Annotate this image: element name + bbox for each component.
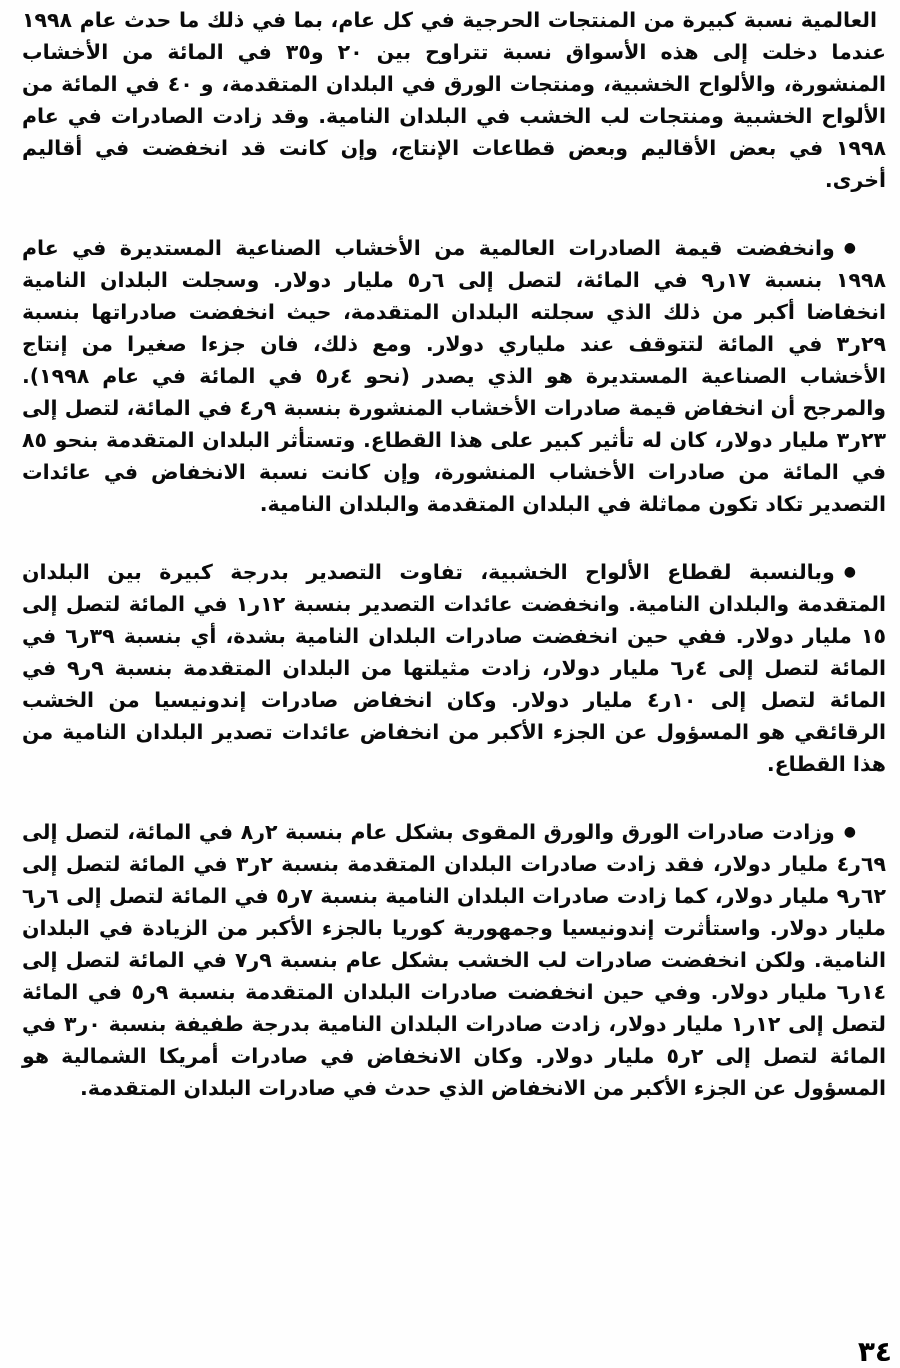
paragraph <box>22 556 886 780</box>
paragraph-text: وانخفضت قيمة الصادرات العالمية من الأخشاب الصناعية المستديرة في عام ١٩٩٨ بنسبة ١٧ر٩ في المائة، لتصل إلى ٦ر٥ مليار دولار. وسجلت البلدان النامية انخفاضا أكبر من ذلك الذي سجلته البلدان المتقدمة، حيث انخفضت صادراتها بنسبة ٢٩ر٣ في المائة لتتوقف عند ملياري دولار. ومع ذلك، فان جزءا صغيرا من إنتاج الأخشاب الصناعية المستديرة هو الذي يصدر (نحو ٤ر٥ في المائة في عام ١٩٩٨). والمرجح أن انخفاض قيمة صادرات الأخشاب المنشورة بنسبة ٩ر٤ في المائة، لتصل إلى ٢٣ر٣ مليار دولار، كان له تأثير كبير على هذا القطاع. وتستأثر البلدان المتقدمة بنحو ٨٥ في المائة من صادرات الأخشاب المنشورة، وإن كانت نسبة الانخفاض في عائدات التصدير تكاد تكون مماثلة في البلدان المتقدمة والبلدان النامية. <box>22 236 886 516</box>
page-number: ٣٤ <box>857 1335 892 1368</box>
bullet-marker: ● <box>843 824 856 840</box>
paragraph <box>22 232 886 520</box>
paragraph <box>22 4 886 196</box>
paragraph <box>22 816 886 1104</box>
paragraph-text: وزادت صادرات الورق والورق المقوى بشكل عام بنسبة ٢ر٨ في المائة، لتصل إلى ٦٩ر٤ مليار دولار، فقد زادت صادرات البلدان المتقدمة بنسبة ٢ر٣ في المائة لتصل إلى ٦٢ر٩ مليار دولار، كما زادت صادرات البلدان النامية بنسبة ٧ر٥ في المائة لتصل إلى ٦ر٦ مليار دولار. واستأثرت إندونيسيا وجمهورية كوريا بالجزء الأكبر من الزيادة في البلدان النامية. ولكن انخفضت صادرات لب الخشب بشكل عام بنسبة ٩ر٧ في المائة لتصل إلى ١٤ر٦ مليار دولار. وفي حين انخفضت صادرات البلدان المتقدمة بنسبة ٩ر٥ في المائة لتصل إلى ١٢ر١ مليار دولار، زادت صادرات البلدان النامية بدرجة طفيفة بنسبة ٠ر٣ في المائة لتصل إلى ٢ر٥ مليار دولار. وكان الانخفاض في صادرات أمريكا الشمالية هو المسؤول عن الجزء الأكبر من الانخفاض الذي حدث في صادرات البلدان المتقدمة. <box>22 820 887 1100</box>
paragraph-text: وبالنسبة لقطاع الألواح الخشبية، تفاوت التصدير بدرجة كبيرة بين البلدان المتقدمة والبلدان النامية. وانخفضت عائدات التصدير بنسبة ١٢ر١ في المائة لتصل إلى ١٥ مليار دولار. ففي حين انخفضت صادرات البلدان النامية بشدة، أي بنسبة ٣٩ر٦ في المائة لتصل إلى ٤ر٦ مليار دولار، زادت مثيلتها من البلدان المتقدمة بنسبة ٩ر٩ في المائة لتصل إلى ١٠ر٤ مليار دولار. وكان انخفاض صادرات إندونيسيا من الخشب الرقائقي هو المسؤول عن الجزء الأكبر من انخفاض عائدات تصدير البلدان النامية من هذا القطاع. <box>22 560 887 776</box>
bullet-marker: ● <box>843 240 856 256</box>
bullet-marker: ● <box>843 564 856 580</box>
page-text-column <box>22 4 886 1140</box>
paragraph-text: العالمية نسبة كبيرة من المنتجات الحرجية في كل عام، بما في ذلك ما حدث عام ١٩٩٨ عندما دخلت إلى هذه الأسواق نسبة تتراوح بين ٢٠ و٣٥ في المائة من الأخشاب المنشورة، والألواح الخشبية، ومنتجات الورق في البلدان المتقدمة، و ٤٠ في المائة من الألواح الخشبية ومنتجات لب الخشب في البلدان النامية. وقد زادت الصادرات في عام ١٩٩٨ في بعض الأقاليم وبعض قطاعات الإنتاج، وإن كانت قد انخفضت في أقاليم أخرى. <box>22 8 886 192</box>
